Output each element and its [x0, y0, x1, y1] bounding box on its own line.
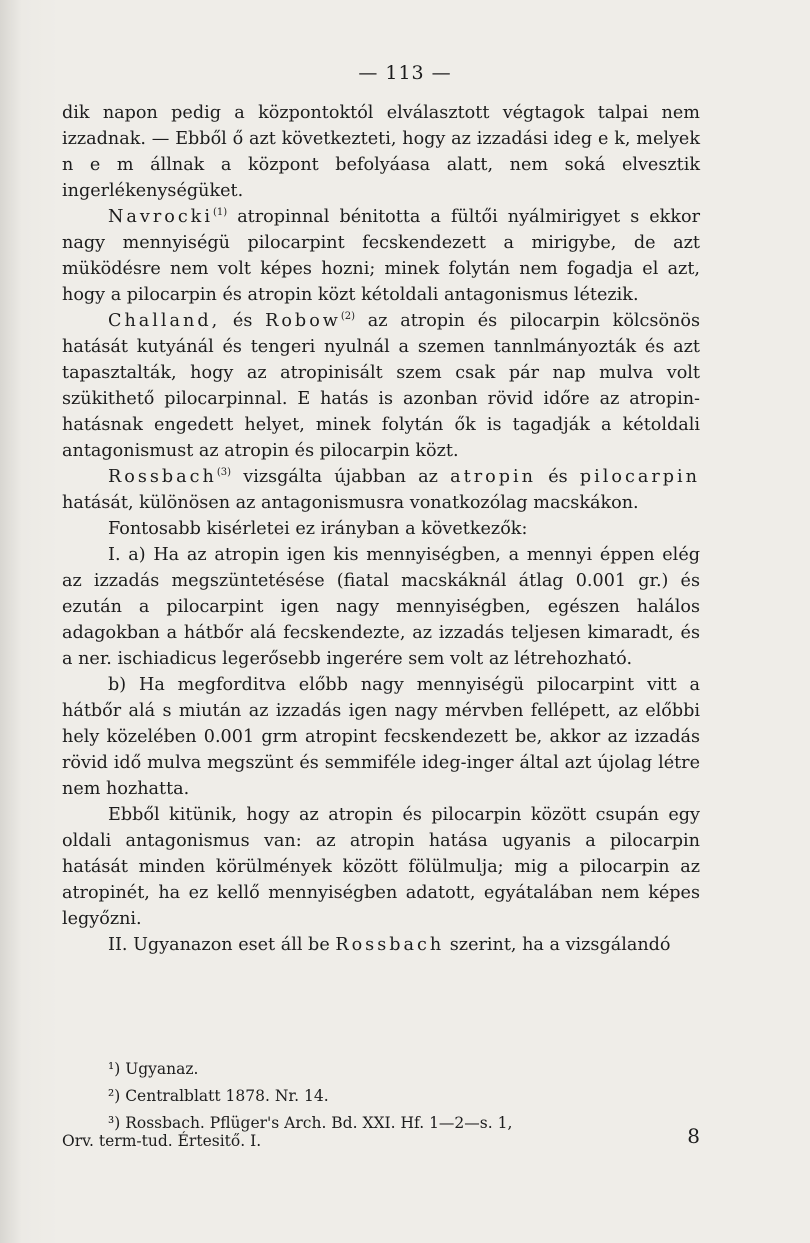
paragraph: Fontosabb kisérletei ez irányban a következők: [108, 519, 528, 539]
footnote-ref: (1) [212, 207, 228, 219]
author-name: Robow [265, 311, 341, 331]
paragraph: Challand, és Robow$^{(2)}$ az atropin és pilocarpin kölcsönös hatását kutyánál és tengeri nyulnál a szemen tannlmányozták és azt tapasztalták, hogy az atropinisált szem csak pár nap mulva volt szükithető pilocarpinnal. E hatás is azonban rövid időre az atropin-hatásnak engedett helyet, minek folytán ők is tagadják a kétoldali antagonismust az atropin és pilocarpin közt. [62, 311, 700, 461]
paragraph: Ebből kitünik, hogy az atropin és pilocarpin között csupán egy oldali antagonismus van: az atropin hatása ugyanis a pilocarpin hatását minden körülmények között fölülmulja; mig a pilocarpin az atropinét, ha ez kellő mennyiségben adatott, egyátalában nem képes legyőzni. [62, 805, 700, 929]
author-name: Rossbach [108, 467, 217, 487]
paragraph: Rossbach$^{(3)}$ vizsgálta újabban az atropin és pilocarpin hatását, különösen az antagonismusra vonatkozólag macskákon. [62, 467, 700, 513]
footnotes [62, 1056, 700, 1137]
sheet-number: 8 [687, 1124, 700, 1148]
body-text [62, 100, 700, 958]
author-name: Rossbach [335, 935, 445, 955]
author-name: Navrocki [108, 207, 213, 227]
footnote: ³) Rossbach. Pflüger's Arch. Bd. XXI. Hf. 1—2—s. 1, [108, 1114, 513, 1132]
paragraph: dik napon pedig a központoktól elválasztott végtagok talpai nem izzadnak. — Ebből ő azt következteti, hogy az izzadási ideg e k, melyek n e m állnak a központ befolyáasa alatt, nem soká elvesztik ingerlékenységüket. [62, 103, 700, 201]
paragraph: II. Ugyanazon eset áll be Rossbach szerint, ha a vizsgálandó [108, 935, 671, 955]
paragraph: Navrocki$^{(1)}$ atropinnal bénitotta a fültői nyálmirigyet s ekkor nagy mennyiségü pilocarpint fecskendezett a mirigybe, de azt müködésre nem volt képes hozni; minek folytán nem fogadja el azt, hogy a pilocarpin és atropin közt kétoldali antagonismus létezik. [62, 207, 700, 305]
footnote-ref: (3) [216, 467, 232, 479]
footnote: ¹) Ugyanaz. [108, 1060, 199, 1078]
journal-signature: Orv. term-tud. Értesitő. I. [62, 1132, 262, 1150]
emphasis: pilocarpin [579, 467, 700, 487]
paragraph: I. a) Ha az atropin igen kis mennyiségben, a mennyi éppen elég az izzadás megszüntetésése (fiatal macskáknál átlag 0.001 gr.) és ezután a pilocarpint igen nagy mennyiségben, egészen halálos adagokban a hátbőr alá fecskendezte, az izzadás teljesen kimaradt, és a ner. ischiadicus legerősebb ingerére sem volt az létrehozható. [62, 545, 700, 669]
author-name: Challand, [108, 311, 221, 331]
page-number: — 113 — [358, 62, 452, 84]
emphasis: atropin [450, 467, 536, 487]
paragraph: b) Ha megforditva előbb nagy mennyiségü pilocarpint vitt a hátbőr alá s miután az izzadás igen nagy mérvben fellépett, az előbbi hely közelében 0.001 grm atropint fecskendezett be, akkor az izzadás rövid idő mulva megszünt és semmiféle ideg-inger által azt újolag létre nem hozhatta. [62, 675, 700, 799]
footnote-ref: (2) [340, 311, 356, 323]
footnote: ²) Centralblatt 1878. Nr. 14. [108, 1087, 329, 1105]
